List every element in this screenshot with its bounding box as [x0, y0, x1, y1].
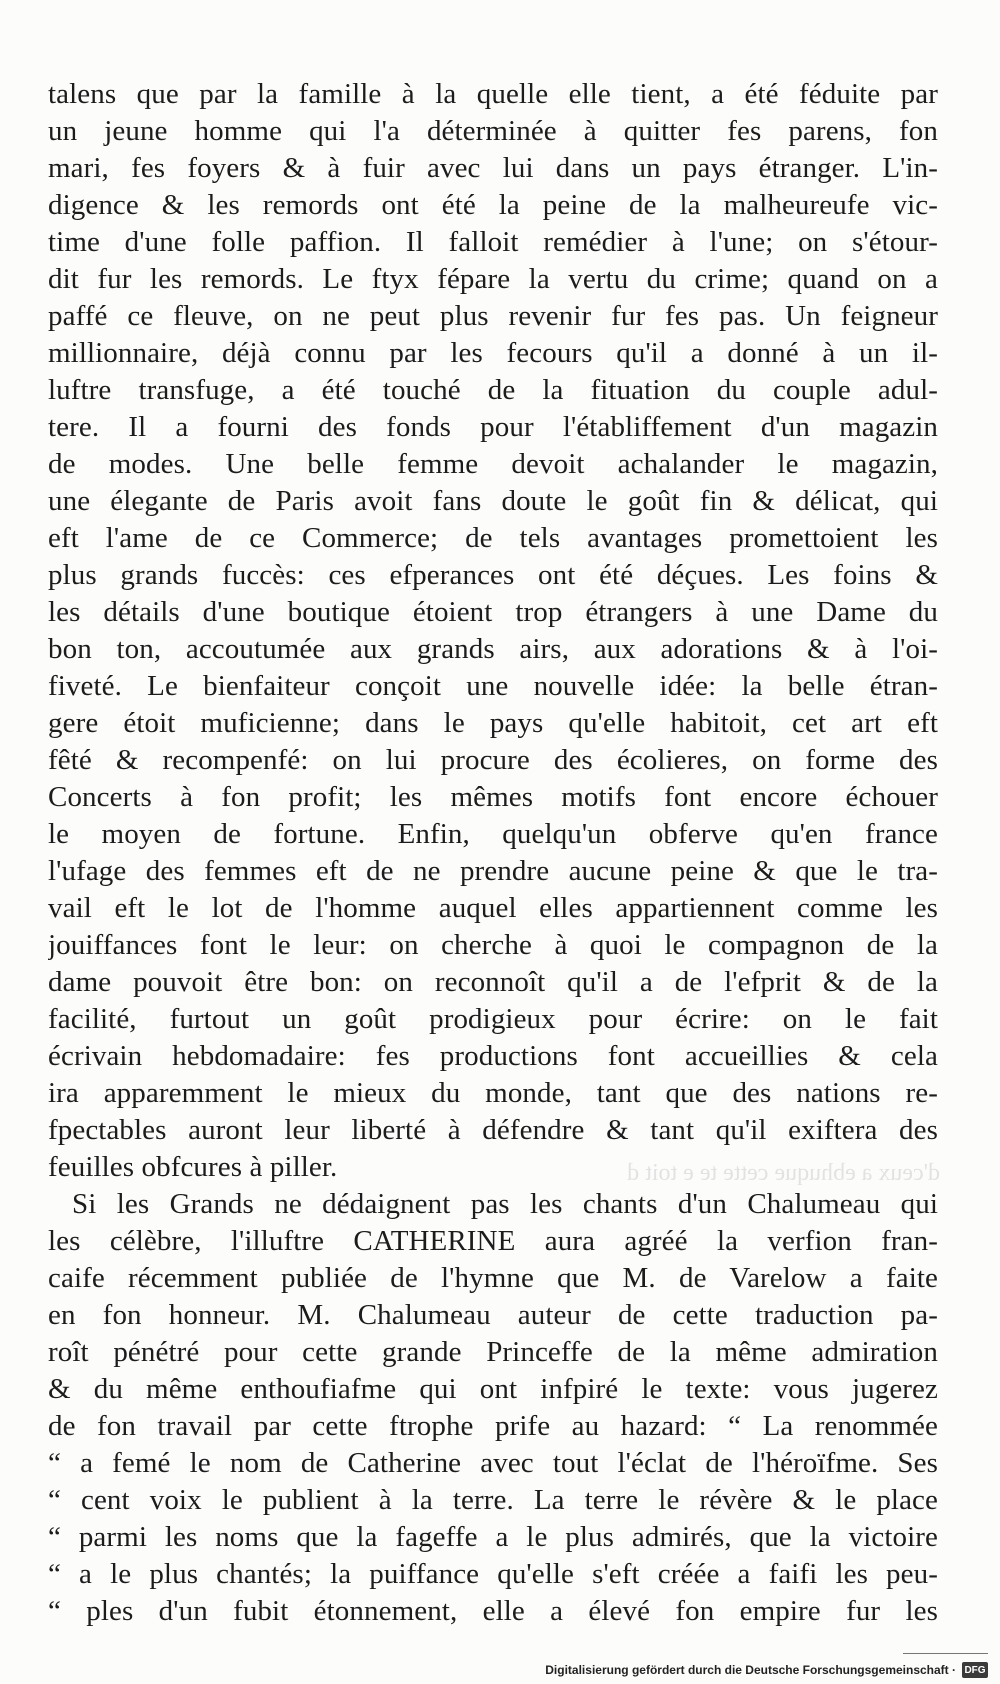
text-line: & du même enthoufiafme qui ont infpiré le texte: vous jugerez	[48, 1373, 938, 1405]
text-line: paffé ce fleuve, on ne peut plus revenir fur fes pas. Un feigneur	[48, 300, 938, 332]
text-line: talens que par la famille à la quelle elle tient, a été féduite par	[48, 78, 938, 110]
text-line: fêté & recompenfé: on lui procure des écolieres, on forme des	[48, 744, 938, 776]
text-line: l'ufage des femmes eft de ne prendre aucune peine & que le tra-	[48, 855, 938, 887]
bleed-through-text: d'ceux a ebhuque cette te e toit d	[627, 1160, 940, 1186]
text-line: caife récemment publiée de l'hymne que M. de Varelow a faite	[48, 1262, 938, 1294]
body-text	[48, 76, 938, 1630]
text-line: les détails d'une boutique étoient trop étrangers à une Dame du	[48, 596, 938, 628]
digitization-credit: Digitalisierung gefördert durch die Deutsche Forschungsgemeinschaft ·	[545, 1663, 956, 1677]
text-line: time d'une folle paffion. Il falloit remédier à l'une; on s'étour-	[48, 226, 938, 258]
text-line: fpectables auront leur liberté à défendre & tant qu'il exiftera des	[48, 1114, 938, 1146]
text-line: de modes. Une belle femme devoit achalander le magazin,	[48, 448, 938, 480]
text-line: de fon travail par cette ftrophe prife au hazard: “ La renommée	[48, 1410, 938, 1442]
text-line: gere étoit muficienne; dans le pays qu'elle habitoit, cet art eft	[48, 707, 938, 739]
text-line: plus grands fuccès: ces efperances ont été déçues. Les foins &	[48, 559, 938, 591]
text-line: un jeune homme qui l'a déterminée à quitter fes parens, fon	[48, 115, 938, 147]
text-line: mari, fes foyers & à fuir avec lui dans un pays étranger. L'in-	[48, 152, 938, 184]
text-line: dame pouvoit être bon: on reconnoît qu'il a de l'efprit & de la	[48, 966, 938, 998]
text-line: luftre transfuge, a été touché de la fituation du couple adul-	[48, 374, 938, 406]
footer	[545, 1662, 988, 1678]
text-line: le moyen de fortune. Enfin, quelqu'un obferve qu'en france	[48, 818, 938, 850]
text-line: dit fur les remords. Le ftyx fépare la vertu du crime; quand on a	[48, 263, 938, 295]
text-line: “ a femé le nom de Catherine avec tout l'éclat de l'héroïfme. Ses	[48, 1447, 938, 1479]
text-line: feuilles obfcures à piller.	[48, 1151, 338, 1183]
text-line: “ parmi les noms que la fageffe a le plus admirés, que la victoire	[48, 1521, 938, 1553]
text-line: ira apparemment le mieux du monde, tant que des nations re-	[48, 1077, 938, 1109]
text-line: une élegante de Paris avoit fans doute le goût fin & délicat, qui	[48, 485, 938, 517]
text-line: eft l'ame de ce Commerce; de tels avantages promettoient les	[48, 522, 938, 554]
text-line: “ cent voix le publient à la terre. La terre le révère & le place	[48, 1484, 938, 1516]
text-line: roît pénétré pour cette grande Princeffe de la même admiration	[48, 1336, 938, 1368]
text-line: bon ton, accoutumée aux grands airs, aux adorations & à l'oi-	[48, 633, 938, 665]
text-line: millionnaire, déjà connu par les fecours qu'il a donné à un il-	[48, 337, 938, 369]
text-line: les célèbre, l'illuftre CATHERINE aura agréé la verfion fran-	[48, 1225, 938, 1257]
text-line: Si les Grands ne dédaignent pas les chants d'un Chalumeau qui	[72, 1188, 938, 1220]
text-line: vail eft le lot de l'homme auquel elles appartiennent comme les	[48, 892, 938, 924]
dfg-logo: DFG	[962, 1662, 988, 1678]
footer-divider	[903, 1653, 988, 1654]
text-line: écrivain hebdomadaire: fes productions font accueillies & cela	[48, 1040, 938, 1072]
text-line: “ ples d'un fubit étonnement, elle a élevé fon empire fur les	[48, 1595, 938, 1627]
text-line: fiveté. Le bienfaiteur conçoit une nouvelle idée: la belle étran-	[48, 670, 938, 702]
text-line: digence & les remords ont été la peine de la malheureufe vic-	[48, 189, 938, 221]
text-line: en fon honneur. M. Chalumeau auteur de cette traduction pa-	[48, 1299, 938, 1331]
text-line: facilité, furtout un goût prodigieux pour écrire: on le fait	[48, 1003, 938, 1035]
text-line: Concerts à fon profit; les mêmes motifs font encore échouer	[48, 781, 938, 813]
text-line: jouiffances font le leur: on cherche à quoi le compagnon de la	[48, 929, 938, 961]
text-line: “ a le plus chantés; la puiffance qu'elle s'eft créée a faifi les peu-	[48, 1558, 938, 1590]
text-line: tere. Il a fourni des fonds pour l'établiffement d'un magazin	[48, 411, 938, 443]
